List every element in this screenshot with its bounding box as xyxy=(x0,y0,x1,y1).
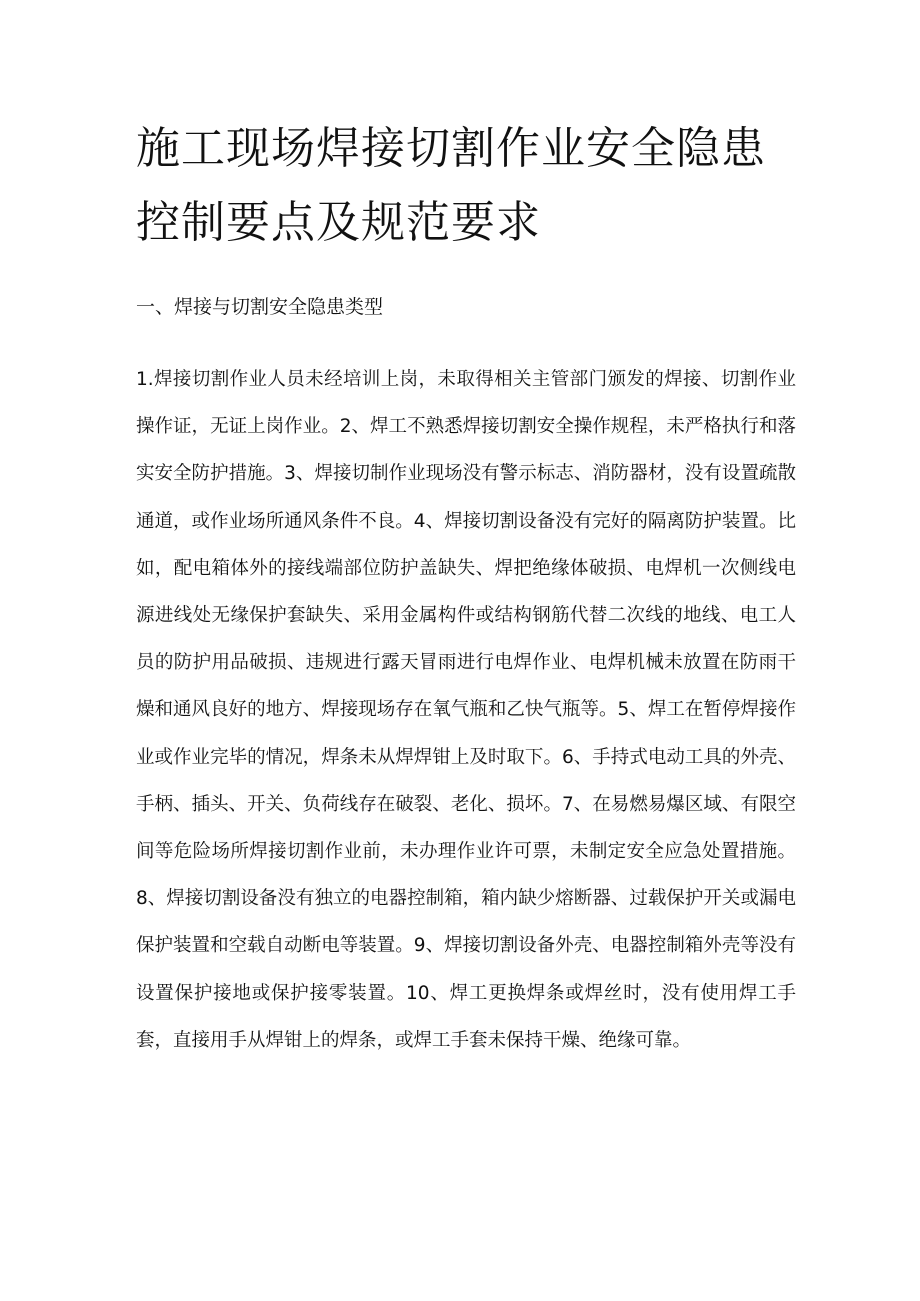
section-heading: 一、焊接与切割安全隐患类型 xyxy=(136,296,384,318)
document-title: 施工现场焊接切割作业安全隐患控制要点及规范要求 xyxy=(136,123,766,248)
body-paragraph: 1.焊接切割作业人员未经培训上岗，未取得相关主管部门颁发的焊接、切割作业操作证，无证上岗作业。2、焊工不熟悉焊接切割安全操作规程，未严格执行和落实安全防护措施。3、焊接切制作业现场没有警示标志、消防器材，没有设置疏散通道，或作业场所通风条件不良。4、焊接切割设备没有完好的隔离防护装置。比如，配电箱体外的接线端部位防护盖缺失、焊把绝缘体破损、电焊机一次侧线电源进线处无缘保护套缺失、采用金属构件或结构钢筋代替二次线的地线、电工人员的防护用品破损、违规进行露天冒雨进行电焊作业、电焊机械未放置在防雨干燥和通风良好的地方、焊接现场存在氧气瓶和乙快气瓶等。5、焊工在暂停焊接作业或作业完毕的情况，焊条未从焊焊钳上及时取下。6、手持式电动工具的外壳、手柄、插头、开关、负荷线存在破裂、老化、损坏。7、在易燃易爆区域、有限空间等危险场所焊接切割作业前，未办理作业许可票，未制定安全应急处置措施。8、焊接切割设备没有独立的电器控制箱，箱内缺少熔断器、过载保护开关或漏电保护装置和空载自动断电等装置。9、焊接切割设备外壳、电器控制箱外壳等没有设置保护接地或保护接零装置。10、焊工更换焊条或焊丝时，没有使用焊工手套，直接用手从焊钳上的焊条，或焊工手套未保持干燥、绝缘可靠。 xyxy=(136,369,796,1051)
